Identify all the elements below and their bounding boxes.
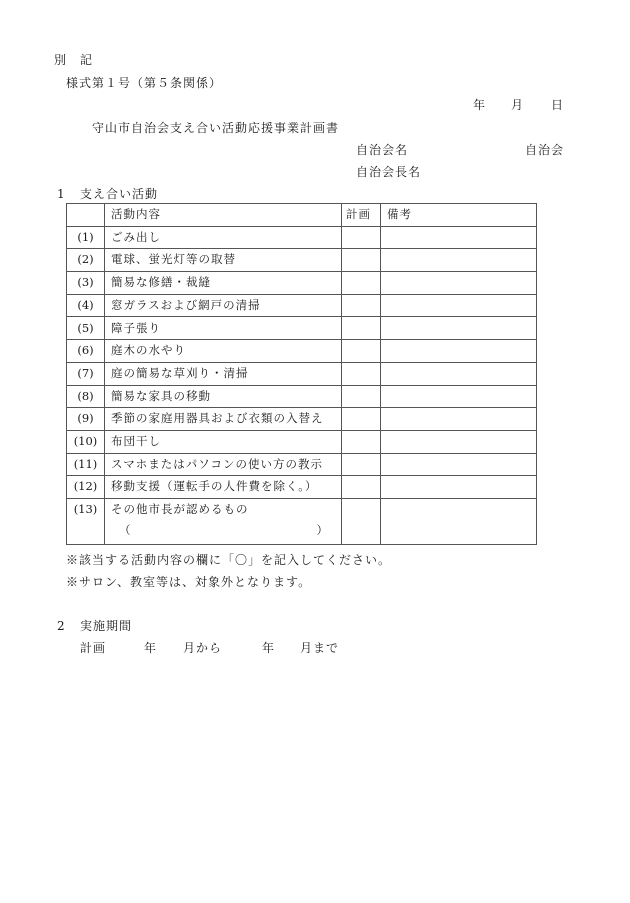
paren-open: （ [119,523,132,538]
notes-input-cell[interactable] [381,317,537,340]
row-number: (12) [67,476,105,499]
plan-input-cell[interactable] [342,408,381,431]
table-row [67,498,537,544]
row-content: スマホまたはパソコンの使い方の教示 [105,453,342,476]
plan-input-cell[interactable] [342,453,381,476]
row-number: (10) [67,430,105,453]
plan-input-cell[interactable] [342,340,381,363]
period-start-month-label: 月から [183,641,223,655]
chairperson-name-label: 自治会長名 [356,165,422,179]
header-plan-cell: 計画 [342,204,381,227]
association-name-label: 自治会名 [356,143,409,157]
header-content-cell: 活動内容 [105,204,342,227]
table-row [67,226,537,249]
notes-input-cell[interactable] [381,226,537,249]
row-content: 庭の簡易な草刈り・清掃 [105,362,342,385]
association-suffix: 自治会 [525,143,565,157]
period-start-year-label: 年 [144,641,158,655]
row-content: ごみ出し [105,226,342,249]
row-number: (7) [67,362,105,385]
table-row [67,340,537,363]
table-row [67,408,537,431]
period-end-month-label: 月まで [300,641,340,655]
row-content: 窓ガラスおよび網戸の清掃 [105,294,342,317]
row-content: 庭木の水やり [105,340,342,363]
notes-input-cell[interactable] [381,385,537,408]
plan-input-cell[interactable] [342,226,381,249]
date-month-label: 月 [511,98,525,112]
plan-input-cell[interactable] [342,498,381,544]
notes-input-cell[interactable] [381,453,537,476]
section2-number: 2 [57,619,66,633]
table-row [67,430,537,453]
section1-number: 1 [57,187,66,201]
row-number: (6) [67,340,105,363]
row-content-text: その他市長が認めるもの [111,501,249,516]
plan-input-cell[interactable] [342,430,381,453]
row-number: (1) [67,226,105,249]
table-header-row [67,204,537,227]
notes-input-cell[interactable] [381,272,537,295]
date-day-label: 日 [551,98,565,112]
plan-input-cell[interactable] [342,385,381,408]
table-row [67,453,537,476]
paren-close: ） [316,523,329,538]
appendix-label: 別 記 [54,53,94,67]
plan-input-cell[interactable] [342,362,381,385]
header-notes-cell: 備考 [381,204,537,227]
period-plan-label: 計画 [80,641,107,655]
notes-input-cell[interactable] [381,249,537,272]
row-number: (5) [67,317,105,340]
notes-input-cell[interactable] [381,498,537,544]
table-row [67,317,537,340]
table-row [67,272,537,295]
row-content: 布団干し [105,430,342,453]
document-title: 守山市自治会支え合い活動応援事業計画書 [92,121,340,135]
row-content: 電球、蛍光灯等の取替 [105,249,342,272]
row-number: (4) [67,294,105,317]
plan-input-cell[interactable] [342,249,381,272]
notes-input-cell[interactable] [381,408,537,431]
row-content: 簡易な家具の移動 [105,385,342,408]
row-content: 簡易な修繕・裁縫 [105,272,342,295]
activities-table [66,203,537,545]
header-num-cell [67,204,105,227]
row-number: (8) [67,385,105,408]
row-number [67,498,105,544]
table-row [67,385,537,408]
plan-input-cell[interactable] [342,476,381,499]
section2-heading: 実施期間 [80,619,133,633]
plan-input-cell[interactable] [342,272,381,295]
row-number-text: (13) [73,501,98,516]
notes-input-cell[interactable] [381,340,537,363]
table-row [67,249,537,272]
row-content: 季節の家庭用器具および衣類の入替え [105,408,342,431]
row-number: (11) [67,453,105,476]
note-mark-instruction: ※該当する活動内容の欄に「〇」を記入してください。 [66,553,392,567]
table-row [67,476,537,499]
notes-input-cell[interactable] [381,294,537,317]
date-year-label: 年 [473,98,487,112]
table-row [67,362,537,385]
note-excluded: ※サロン、教室等は、対象外となります。 [66,575,312,589]
row-number: (9) [67,408,105,431]
form-label: 様式第１号（第５条関係） [66,76,223,90]
plan-input-cell[interactable] [342,294,381,317]
row-content: 障子張り [105,317,342,340]
notes-input-cell[interactable] [381,362,537,385]
plan-input-cell[interactable] [342,317,381,340]
row-number: (3) [67,272,105,295]
notes-input-cell[interactable] [381,476,537,499]
row-content [105,498,342,544]
row-content: 移動支援（運転手の人件費を除く。） [105,476,342,499]
notes-input-cell[interactable] [381,430,537,453]
other-activity-field[interactable] [111,525,329,537]
section1-heading: 支え合い活動 [80,187,159,201]
row-number: (2) [67,249,105,272]
table-row [67,294,537,317]
period-end-year-label: 年 [262,641,276,655]
